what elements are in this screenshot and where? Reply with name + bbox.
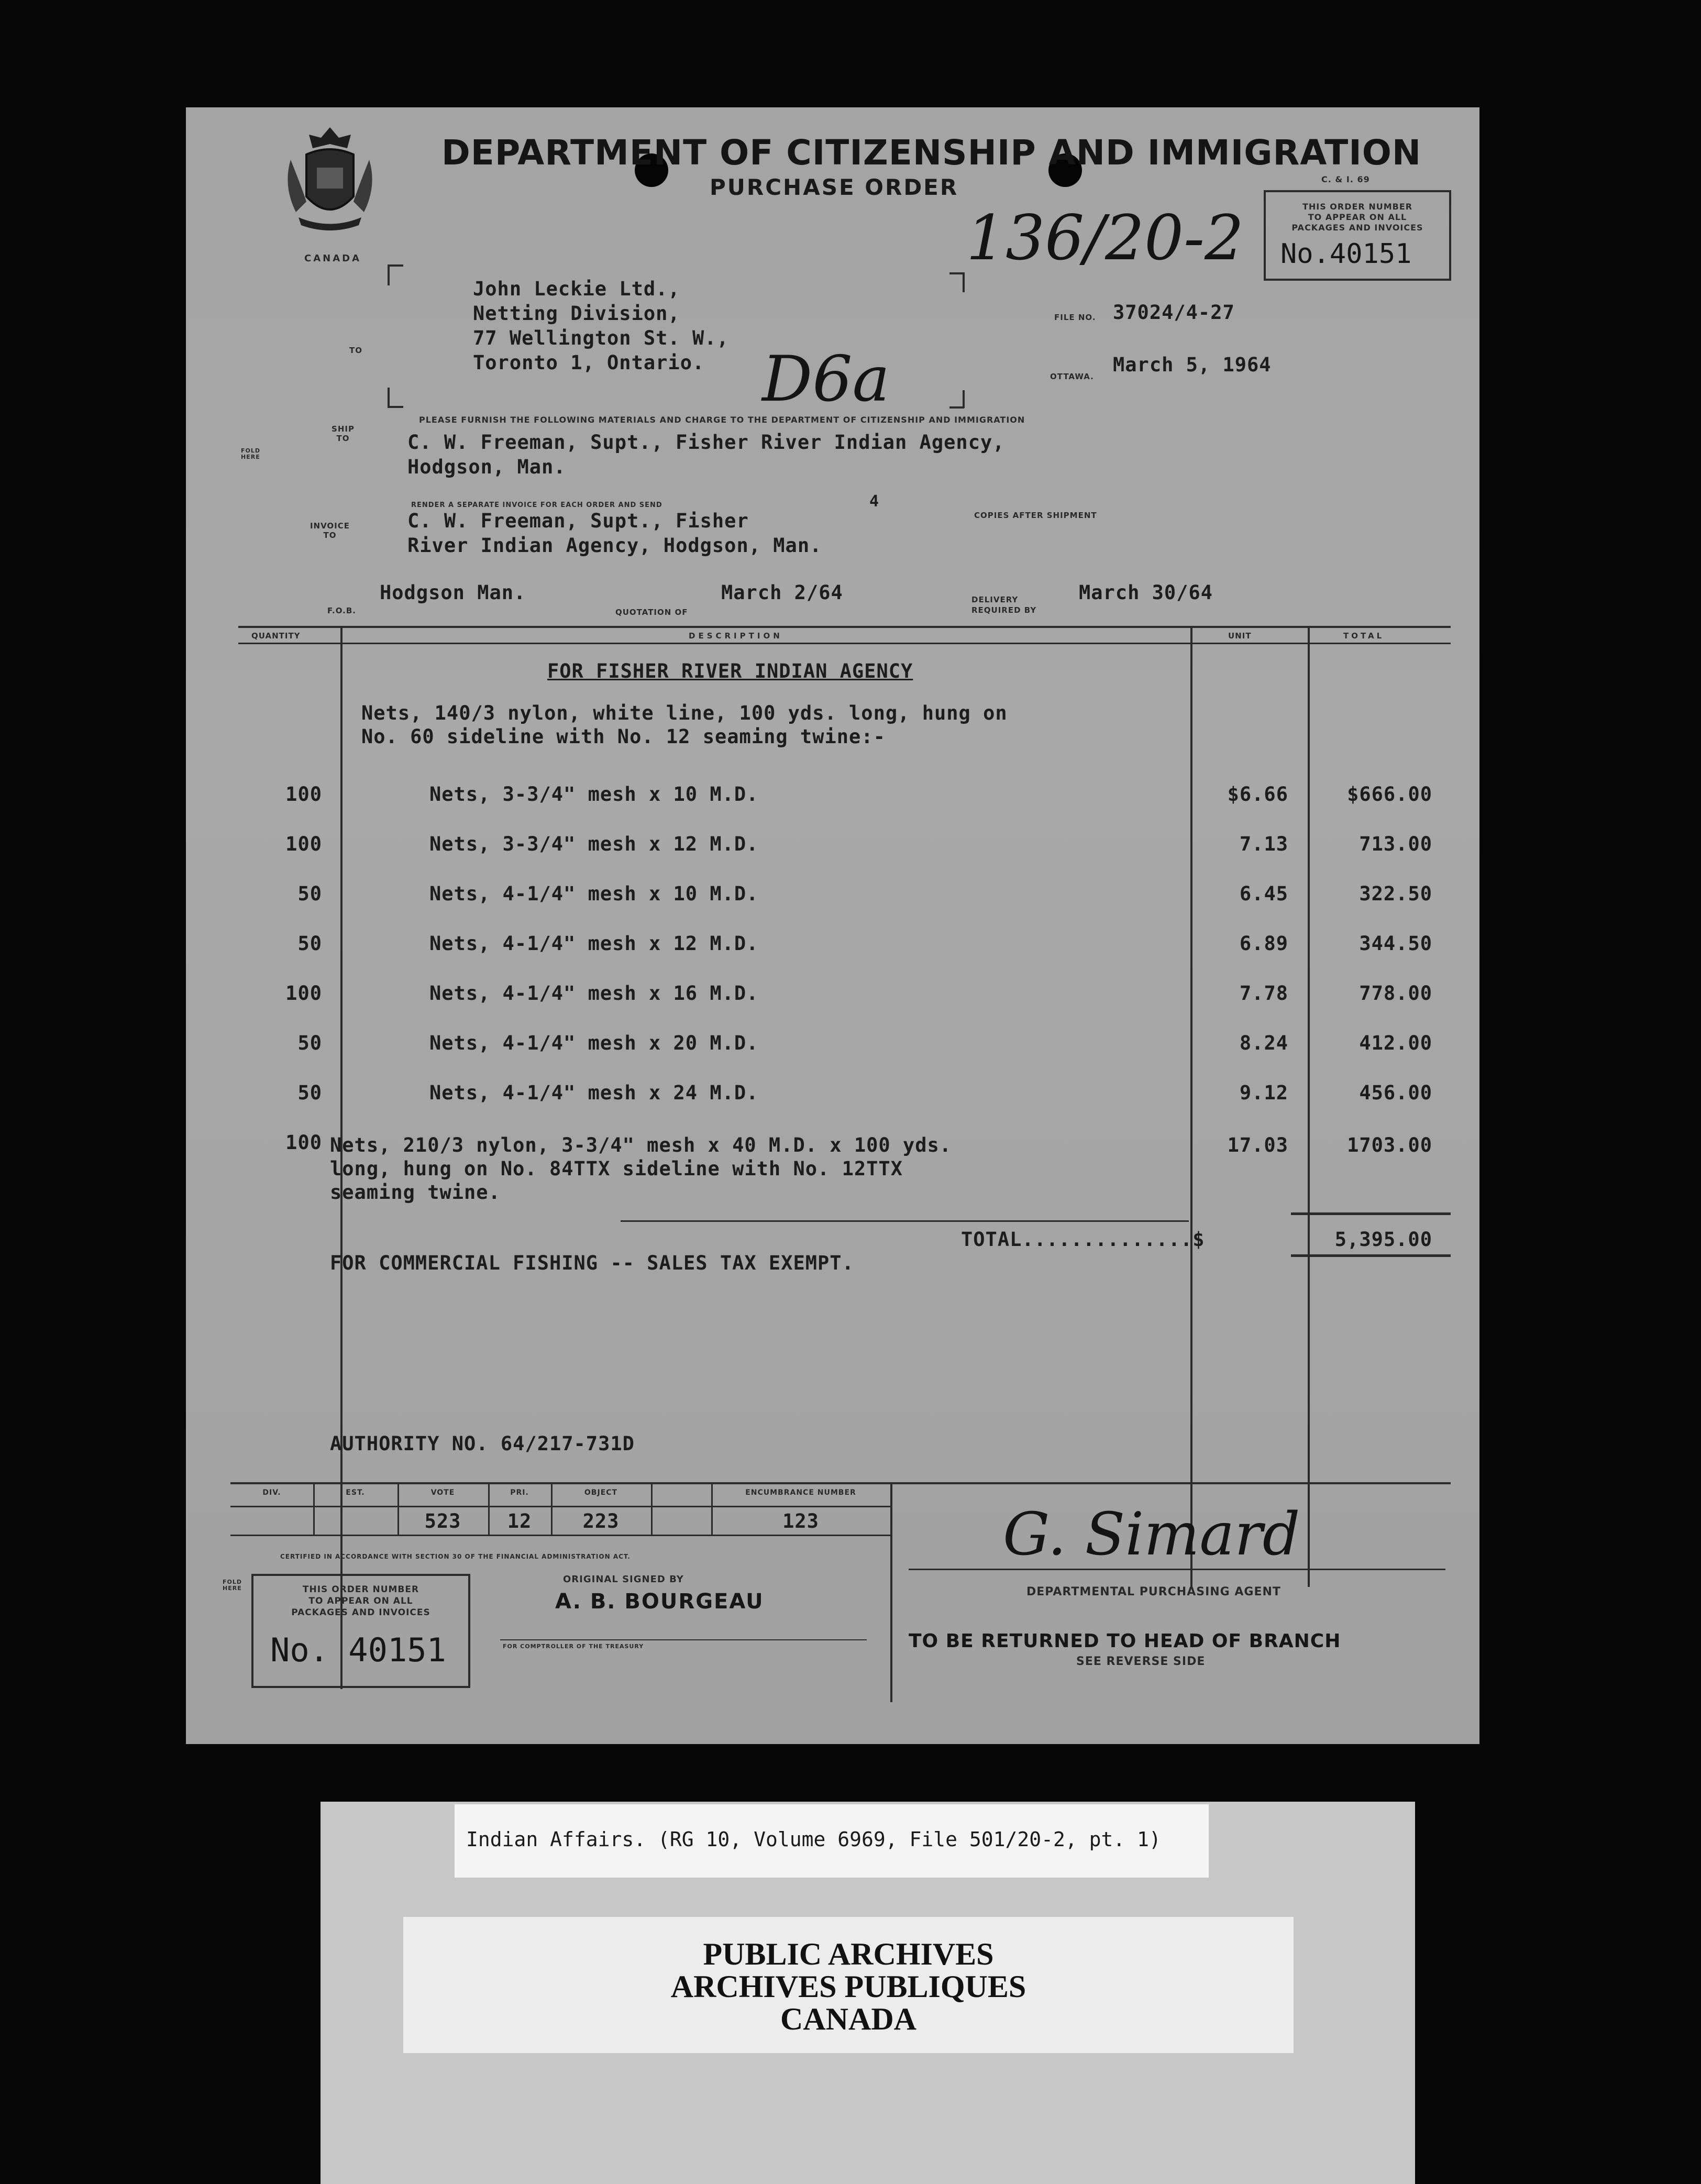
purchase-order-document: [186, 107, 1479, 1744]
code-header: EST.: [346, 1488, 365, 1497]
code-value: 123: [782, 1510, 819, 1532]
to-label: TO: [349, 346, 362, 355]
item-total: 322.50: [1359, 883, 1432, 905]
canada-label: CANADA: [304, 253, 362, 264]
fold-label: FOLD: [241, 447, 261, 454]
ship-to-line: Hodgson, Man.: [407, 456, 566, 478]
item-description: Nets, 4-1/4" mesh x 10 M.D.: [429, 883, 759, 905]
ship-to-line: C. W. Freeman, Supt., Fisher River Indian Agency,: [407, 431, 1005, 454]
item-total: 1703.00: [1347, 1134, 1432, 1156]
item-unit-price: $6.66: [1227, 783, 1288, 806]
order-date: March 5, 1964: [1113, 354, 1272, 376]
item-quantity: 100: [285, 783, 322, 806]
invoice-to-label: INVOICE TO: [310, 521, 350, 540]
item-total: $666.00: [1347, 783, 1432, 806]
vendor-line: John Leckie Ltd.,: [473, 278, 680, 300]
item-total: 344.50: [1359, 932, 1432, 955]
signer-name: A. B. BOURGEAU: [555, 1590, 764, 1614]
item-unit-price: 6.45: [1239, 883, 1288, 905]
item-description: Nets, 4-1/4" mesh x 16 M.D.: [429, 982, 759, 1005]
total-header: TOTAL: [1343, 631, 1385, 641]
fold-label: HERE: [241, 454, 260, 460]
code-value: 223: [582, 1510, 620, 1532]
quantity-header: QUANTITY: [251, 631, 301, 641]
invoice-to-line: C. W. Freeman, Supt., Fisher: [407, 510, 749, 532]
archive-reference: Indian Affairs. (RG 10, Volume 6969, File 501/20-2, pt. 1): [466, 1828, 1161, 1851]
item-total: 778.00: [1359, 982, 1432, 1005]
vendor-line: 77 Wellington St. W.,: [473, 327, 729, 349]
order-number: No.40151: [1280, 238, 1412, 270]
item-description: Nets, 210/3 nylon, 3-3/4" mesh x 40 M.D. x 100 yds.: [330, 1134, 952, 1156]
item-description: Nets, 4-1/4" mesh x 20 M.D.: [429, 1032, 759, 1054]
item-description: Nets, 4-1/4" mesh x 12 M.D.: [429, 932, 759, 955]
stub-notice-line: PACKAGES AND INVOICES: [291, 1607, 430, 1618]
comptroller-label: FOR COMPTROLLER OF THE TREASURY: [503, 1643, 644, 1650]
item-unit-price: 7.13: [1239, 833, 1288, 855]
code-header: PRI.: [510, 1488, 529, 1497]
purchasing-agent-signature: G. Simard: [1003, 1501, 1300, 1569]
handwritten-file-number: 136/20-2: [966, 202, 1244, 274]
department-title: DEPARTMENT OF CITIZENSHIP AND IMMIGRATION: [441, 133, 1422, 173]
order-notice-line: TO APPEAR ON ALL: [1308, 212, 1407, 222]
quotation-label: QUOTATION OF: [615, 608, 688, 617]
item-description: Nets, 4-1/4" mesh x 24 M.D.: [429, 1082, 759, 1104]
handwritten-code: D6a: [762, 343, 890, 416]
item-description: Nets, 3-3/4" mesh x 10 M.D.: [429, 783, 759, 806]
copies-label: COPIES AFTER SHIPMENT: [974, 511, 1097, 520]
authority-number: AUTHORITY NO. 64/217-731D: [330, 1432, 635, 1455]
item-unit-price: 7.78: [1239, 982, 1288, 1005]
order-number-box: [1264, 190, 1451, 281]
delivery-value: March 30/64: [1079, 581, 1213, 604]
archive-stamp-line: CANADA: [780, 2002, 916, 2036]
stub-order-number: No. 40151: [270, 1631, 446, 1669]
furnish-text: PLEASE FURNISH THE FOLLOWING MATERIALS AND CHARGE TO THE DEPARTMENT OF CITIZENSHIP AND IMMIGRATION: [419, 415, 1025, 425]
item-quantity: 50: [297, 1082, 322, 1104]
vendor-line: Toronto 1, Ontario.: [473, 351, 705, 374]
order-total: 5,395.00: [1334, 1228, 1432, 1251]
stub-notice-line: TO APPEAR ON ALL: [308, 1596, 413, 1606]
order-notice-line: PACKAGES AND INVOICES: [1291, 223, 1423, 233]
item-total: 713.00: [1359, 833, 1432, 855]
archive-stamp: [403, 1917, 1294, 2053]
archive-reference-strip: [455, 1804, 1209, 1878]
invoice-to-line: River Indian Agency, Hodgson, Man.: [407, 534, 822, 557]
item-description: Nets, 3-3/4" mesh x 12 M.D.: [429, 833, 759, 855]
item-total: 456.00: [1359, 1082, 1432, 1104]
item-quantity: 50: [297, 932, 322, 955]
code-header: OBJECT: [584, 1488, 618, 1497]
tax-note: FOR COMMERCIAL FISHING -- SALES TAX EXEMPT.: [330, 1252, 854, 1274]
fob-label: F.O.B.: [327, 606, 356, 615]
item-quantity: 100: [285, 833, 322, 855]
stub-notice-line: THIS ORDER NUMBER: [302, 1584, 419, 1595]
intro-line: No. 60 sideline with No. 12 seaming twine:-: [361, 725, 886, 748]
item-quantity: 100: [285, 982, 322, 1005]
original-signed-label: ORIGINAL SIGNED BY: [563, 1574, 684, 1585]
item-unit-price: 17.03: [1227, 1134, 1288, 1156]
total-label: TOTAL..............$: [961, 1228, 1205, 1251]
item-description: long, hung on No. 84TTX sideline with No. 12TTX: [330, 1157, 903, 1180]
description-header: DESCRIPTION: [689, 631, 783, 641]
item-total: 412.00: [1359, 1032, 1432, 1054]
file-no-label: FILE NO.: [1054, 313, 1096, 322]
code-header: VOTE: [430, 1488, 455, 1497]
item-quantity: 100: [285, 1131, 322, 1154]
form-code: C. & I. 69: [1321, 174, 1370, 184]
item-unit-price: 6.89: [1239, 932, 1288, 955]
fold-label: FOLD: [223, 1579, 242, 1585]
coat-of-arms-icon: [280, 123, 380, 238]
vendor-line: Netting Division,: [473, 302, 680, 325]
copies-count: 4: [869, 492, 880, 511]
ottawa-label: OTTAWA.: [1050, 372, 1094, 381]
delivery-label: DELIVERY REQUIRED BY: [971, 595, 1037, 615]
archive-stamp-line: PUBLIC ARCHIVES: [703, 1937, 994, 1971]
item-quantity: 50: [297, 883, 322, 905]
item-description: seaming twine.: [330, 1181, 501, 1204]
code-header: DIV.: [262, 1488, 281, 1497]
certified-text: CERTIFIED IN ACCORDANCE WITH SECTION 30 OF THE FINANCIAL ADMINISTRATION ACT.: [280, 1553, 631, 1560]
purchasing-agent-label: DEPARTMENTAL PURCHASING AGENT: [1026, 1585, 1281, 1598]
item-quantity: 50: [297, 1032, 322, 1054]
form-title: PURCHASE ORDER: [710, 174, 959, 200]
archive-stamp-line: ARCHIVES PUBLIQUES: [670, 1969, 1026, 2004]
code-value: 12: [507, 1510, 532, 1532]
reverse-side-note: SEE REVERSE SIDE: [1076, 1655, 1206, 1668]
section-title: FOR FISHER RIVER INDIAN AGENCY: [547, 660, 913, 682]
stub-order-box: [251, 1574, 470, 1688]
file-no-value: 37024/4-27: [1113, 301, 1235, 324]
ship-to-label: SHIP TO: [332, 424, 355, 443]
item-unit-price: 9.12: [1239, 1082, 1288, 1104]
fold-label: HERE: [223, 1585, 242, 1592]
return-notice: TO BE RETURNED TO HEAD OF BRANCH: [909, 1630, 1341, 1652]
fob-value: Hodgson Man.: [380, 581, 526, 604]
code-header: ENCUMBRANCE NUMBER: [745, 1488, 856, 1497]
invoice-render-text: RENDER A SEPARATE INVOICE FOR EACH ORDER AND SEND: [411, 501, 662, 509]
code-value: 523: [424, 1510, 461, 1532]
item-unit-price: 8.24: [1239, 1032, 1288, 1054]
intro-line: Nets, 140/3 nylon, white line, 100 yds. long, hung on: [361, 702, 1008, 724]
unit-header: UNIT: [1228, 631, 1252, 641]
quotation-value: March 2/64: [721, 581, 843, 604]
order-notice-line: THIS ORDER NUMBER: [1302, 202, 1413, 212]
